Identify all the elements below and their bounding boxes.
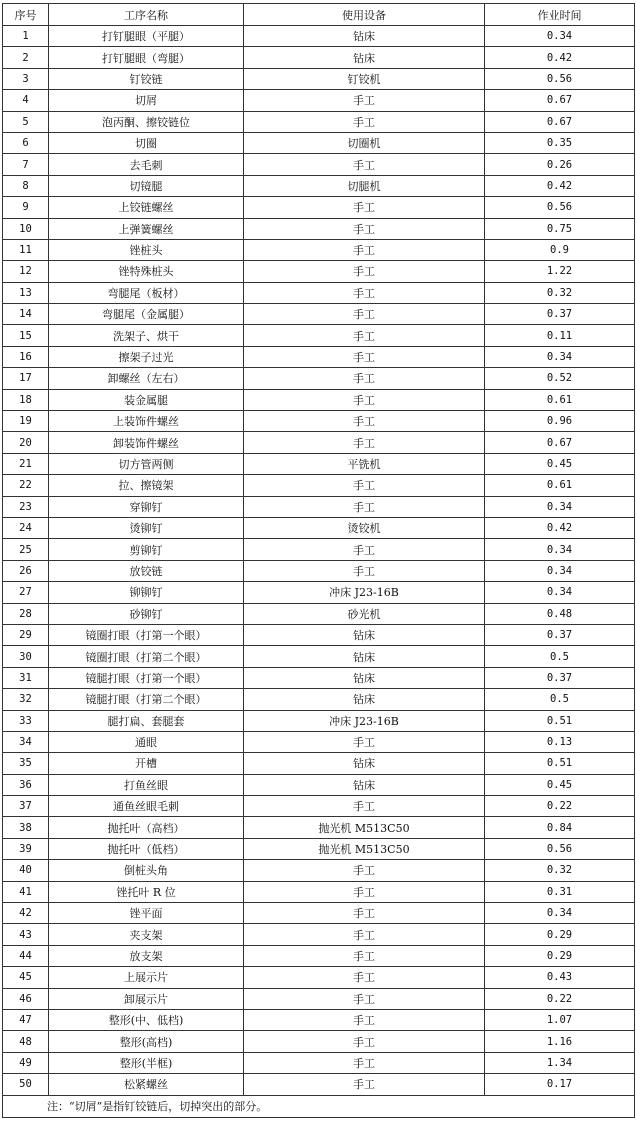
table-row — [3, 389, 635, 410]
cell-no: 15 — [3, 325, 49, 346]
table-row — [3, 945, 635, 966]
cell-equipment: 手工 — [244, 304, 485, 325]
cell-no: 5 — [3, 111, 49, 132]
cell-equipment: 切腿机 — [244, 175, 485, 196]
table-row — [3, 881, 635, 902]
cell-process-name: 打鱼丝眼 — [49, 774, 244, 795]
cell-no: 13 — [3, 282, 49, 303]
cell-equipment: 手工 — [244, 967, 485, 988]
table-row — [3, 731, 635, 752]
cell-equipment: 手工 — [244, 218, 485, 239]
cell-work-time: 0.34 — [485, 560, 635, 581]
cell-process-name: 弯腿尾（金属腿） — [49, 304, 244, 325]
table-row — [3, 624, 635, 645]
cell-no: 50 — [3, 1074, 49, 1095]
cell-equipment: 钻床 — [244, 646, 485, 667]
cell-process-name: 卸装饰件螺丝 — [49, 432, 244, 453]
cell-work-time: 0.34 — [485, 539, 635, 560]
cell-no: 21 — [3, 453, 49, 474]
cell-equipment: 钉铰机 — [244, 68, 485, 89]
cell-no: 43 — [3, 924, 49, 945]
cell-process-name: 松紧螺丝 — [49, 1074, 244, 1095]
table-row — [3, 111, 635, 132]
cell-no: 27 — [3, 582, 49, 603]
cell-work-time: 0.5 — [485, 646, 635, 667]
table-row — [3, 860, 635, 881]
table-row — [3, 26, 635, 47]
cell-equipment: 手工 — [244, 1074, 485, 1095]
cell-no: 9 — [3, 197, 49, 218]
cell-work-time: 0.31 — [485, 881, 635, 902]
cell-process-name: 镜圈打眼（打第二个眼） — [49, 646, 244, 667]
cell-equipment: 切圈机 — [244, 132, 485, 153]
cell-process-name: 夹支架 — [49, 924, 244, 945]
cell-no: 6 — [3, 132, 49, 153]
table-row — [3, 432, 635, 453]
cell-work-time: 0.34 — [485, 496, 635, 517]
cell-process-name: 泡丙酮、擦铰链位 — [49, 111, 244, 132]
cell-no: 47 — [3, 1009, 49, 1030]
cell-equipment: 手工 — [244, 368, 485, 389]
cell-no: 17 — [3, 368, 49, 389]
cell-work-time: 0.34 — [485, 346, 635, 367]
cell-process-name: 切镜腿 — [49, 175, 244, 196]
cell-process-name: 切圈 — [49, 132, 244, 153]
cell-no: 18 — [3, 389, 49, 410]
cell-equipment: 手工 — [244, 261, 485, 282]
cell-process-name: 上弹簧螺丝 — [49, 218, 244, 239]
cell-no: 32 — [3, 689, 49, 710]
cell-equipment: 手工 — [244, 860, 485, 881]
cell-work-time: 1.16 — [485, 1031, 635, 1052]
table-row — [3, 539, 635, 560]
note-row — [3, 1095, 635, 1117]
cell-process-name: 切方管两侧 — [49, 453, 244, 474]
table-row — [3, 517, 635, 538]
cell-equipment: 手工 — [244, 325, 485, 346]
cell-no: 3 — [3, 68, 49, 89]
cell-process-name: 铆铆钉 — [49, 582, 244, 603]
table-row — [3, 753, 635, 774]
table-row — [3, 774, 635, 795]
table-row — [3, 475, 635, 496]
cell-work-time: 0.52 — [485, 368, 635, 389]
cell-process-name: 锉托叶 R 位 — [49, 881, 244, 902]
cell-no: 49 — [3, 1052, 49, 1073]
cell-no: 31 — [3, 667, 49, 688]
cell-process-name: 上铰链螺丝 — [49, 197, 244, 218]
table-row — [3, 132, 635, 153]
cell-process-name: 抛托叶（高档） — [49, 817, 244, 838]
table-row — [3, 325, 635, 346]
cell-process-name: 卸展示片 — [49, 988, 244, 1009]
header-no: 序号 — [3, 4, 49, 26]
cell-no: 10 — [3, 218, 49, 239]
cell-equipment: 钻床 — [244, 753, 485, 774]
cell-no: 4 — [3, 90, 49, 111]
table-row — [3, 988, 635, 1009]
cell-equipment: 手工 — [244, 945, 485, 966]
cell-process-name: 镜腿打眼（打第一个眼） — [49, 667, 244, 688]
footnote: 注：“切屑”是指钉铰链后，切掉突出的部分。 — [3, 1095, 635, 1117]
cell-no: 40 — [3, 860, 49, 881]
cell-no: 35 — [3, 753, 49, 774]
cell-no: 30 — [3, 646, 49, 667]
cell-process-name: 整形(半框) — [49, 1052, 244, 1073]
table-row — [3, 603, 635, 624]
cell-equipment: 手工 — [244, 988, 485, 1009]
cell-process-name: 砂铆钉 — [49, 603, 244, 624]
cell-work-time: 0.42 — [485, 175, 635, 196]
cell-equipment: 钻床 — [244, 689, 485, 710]
cell-process-name: 去毛刺 — [49, 154, 244, 175]
cell-no: 44 — [3, 945, 49, 966]
cell-process-name: 打钉腿眼（弯腿） — [49, 47, 244, 68]
cell-no: 33 — [3, 710, 49, 731]
cell-work-time: 0.42 — [485, 517, 635, 538]
cell-process-name: 通眼 — [49, 731, 244, 752]
table-row — [3, 47, 635, 68]
cell-work-time: 0.61 — [485, 475, 635, 496]
table-row — [3, 175, 635, 196]
cell-equipment: 手工 — [244, 924, 485, 945]
cell-process-name: 开槽 — [49, 753, 244, 774]
cell-equipment: 手工 — [244, 239, 485, 260]
cell-work-time: 0.13 — [485, 731, 635, 752]
table-row — [3, 239, 635, 260]
cell-process-name: 洗架子、烘干 — [49, 325, 244, 346]
cell-equipment: 手工 — [244, 1052, 485, 1073]
cell-no: 42 — [3, 903, 49, 924]
cell-equipment: 手工 — [244, 475, 485, 496]
cell-no: 37 — [3, 796, 49, 817]
cell-no: 38 — [3, 817, 49, 838]
cell-equipment: 烫铰机 — [244, 517, 485, 538]
cell-process-name: 整形(中、低档) — [49, 1009, 244, 1030]
cell-equipment: 手工 — [244, 796, 485, 817]
cell-equipment: 手工 — [244, 111, 485, 132]
cell-process-name: 通鱼丝眼毛刺 — [49, 796, 244, 817]
table-row — [3, 582, 635, 603]
cell-work-time: 0.45 — [485, 453, 635, 474]
header-equipment: 使用设备 — [244, 4, 485, 26]
header-process-name: 工序名称 — [49, 4, 244, 26]
cell-no: 28 — [3, 603, 49, 624]
cell-work-time: 0.5 — [485, 689, 635, 710]
cell-work-time: 0.67 — [485, 111, 635, 132]
cell-work-time: 0.17 — [485, 1074, 635, 1095]
cell-equipment: 抛光机 M513C50 — [244, 838, 485, 859]
table-row — [3, 838, 635, 859]
cell-process-name: 镜腿打眼（打第二个眼） — [49, 689, 244, 710]
cell-work-time: 0.37 — [485, 624, 635, 645]
table-row — [3, 646, 635, 667]
cell-work-time: 0.22 — [485, 796, 635, 817]
cell-work-time: 0.11 — [485, 325, 635, 346]
cell-no: 45 — [3, 967, 49, 988]
cell-equipment: 手工 — [244, 90, 485, 111]
cell-process-name: 锉平面 — [49, 903, 244, 924]
cell-work-time: 1.34 — [485, 1052, 635, 1073]
cell-work-time: 1.22 — [485, 261, 635, 282]
cell-no: 25 — [3, 539, 49, 560]
cell-work-time: 0.34 — [485, 26, 635, 47]
cell-no: 11 — [3, 239, 49, 260]
cell-equipment: 手工 — [244, 496, 485, 517]
table-row — [3, 560, 635, 581]
cell-equipment: 手工 — [244, 389, 485, 410]
cell-process-name: 放铰链 — [49, 560, 244, 581]
table-row — [3, 1031, 635, 1052]
cell-equipment: 手工 — [244, 881, 485, 902]
cell-equipment: 手工 — [244, 432, 485, 453]
table-row — [3, 453, 635, 474]
cell-no: 16 — [3, 346, 49, 367]
table-row — [3, 282, 635, 303]
cell-process-name: 拉、擦镜架 — [49, 475, 244, 496]
table-row — [3, 1052, 635, 1073]
table-row — [3, 689, 635, 710]
cell-work-time: 0.29 — [485, 945, 635, 966]
cell-work-time: 0.56 — [485, 838, 635, 859]
cell-no: 41 — [3, 881, 49, 902]
table-row — [3, 197, 635, 218]
cell-work-time: 0.51 — [485, 710, 635, 731]
cell-process-name: 穿铆钉 — [49, 496, 244, 517]
cell-no: 12 — [3, 261, 49, 282]
process-table — [2, 3, 635, 1118]
table-row — [3, 903, 635, 924]
cell-equipment: 手工 — [244, 731, 485, 752]
cell-equipment: 冲床 J23-16B — [244, 710, 485, 731]
table-row — [3, 924, 635, 945]
cell-work-time: 0.45 — [485, 774, 635, 795]
cell-process-name: 上展示片 — [49, 967, 244, 988]
table-row — [3, 304, 635, 325]
table-row — [3, 68, 635, 89]
cell-no: 23 — [3, 496, 49, 517]
cell-no: 7 — [3, 154, 49, 175]
cell-process-name: 卸螺丝（左右） — [49, 368, 244, 389]
cell-equipment: 钻床 — [244, 26, 485, 47]
table-row — [3, 218, 635, 239]
table-row — [3, 411, 635, 432]
cell-equipment: 手工 — [244, 1009, 485, 1030]
cell-work-time: 0.34 — [485, 903, 635, 924]
cell-work-time: 0.56 — [485, 68, 635, 89]
cell-process-name: 擦架子过光 — [49, 346, 244, 367]
table-row — [3, 710, 635, 731]
cell-work-time: 0.61 — [485, 389, 635, 410]
cell-no: 1 — [3, 26, 49, 47]
cell-work-time: 0.35 — [485, 132, 635, 153]
cell-no: 46 — [3, 988, 49, 1009]
cell-work-time: 0.84 — [485, 817, 635, 838]
table-row — [3, 261, 635, 282]
cell-equipment: 手工 — [244, 197, 485, 218]
cell-work-time: 0.9 — [485, 239, 635, 260]
cell-work-time: 0.67 — [485, 432, 635, 453]
cell-process-name: 上装饰件螺丝 — [49, 411, 244, 432]
cell-equipment: 钻床 — [244, 624, 485, 645]
cell-equipment: 砂光机 — [244, 603, 485, 624]
table-row — [3, 154, 635, 175]
header-work-time: 作业时间 — [485, 4, 635, 26]
cell-work-time: 1.07 — [485, 1009, 635, 1030]
cell-work-time: 0.37 — [485, 304, 635, 325]
cell-work-time: 0.42 — [485, 47, 635, 68]
cell-work-time: 0.48 — [485, 603, 635, 624]
cell-work-time: 0.32 — [485, 860, 635, 881]
table-row — [3, 667, 635, 688]
cell-work-time: 0.43 — [485, 967, 635, 988]
cell-process-name: 抛托叶（低档） — [49, 838, 244, 859]
cell-process-name: 打钉腿眼（平腿） — [49, 26, 244, 47]
cell-work-time: 0.75 — [485, 218, 635, 239]
cell-no: 19 — [3, 411, 49, 432]
cell-equipment: 手工 — [244, 560, 485, 581]
cell-no: 20 — [3, 432, 49, 453]
cell-work-time: 0.26 — [485, 154, 635, 175]
cell-equipment: 钻床 — [244, 774, 485, 795]
cell-process-name: 锉特殊桩头 — [49, 261, 244, 282]
cell-no: 26 — [3, 560, 49, 581]
table-row — [3, 817, 635, 838]
cell-equipment: 冲床 J23-16B — [244, 582, 485, 603]
cell-work-time: 0.34 — [485, 582, 635, 603]
cell-equipment: 平铣机 — [244, 453, 485, 474]
cell-no: 8 — [3, 175, 49, 196]
cell-process-name: 镜圈打眼（打第一个眼） — [49, 624, 244, 645]
cell-equipment: 手工 — [244, 1031, 485, 1052]
cell-no: 36 — [3, 774, 49, 795]
cell-work-time: 0.22 — [485, 988, 635, 1009]
table-row — [3, 1009, 635, 1030]
cell-no: 14 — [3, 304, 49, 325]
cell-no: 2 — [3, 47, 49, 68]
cell-process-name: 剪铆钉 — [49, 539, 244, 560]
cell-equipment: 手工 — [244, 346, 485, 367]
cell-process-name: 倒桩头角 — [49, 860, 244, 881]
cell-process-name: 整形(高档) — [49, 1031, 244, 1052]
cell-equipment: 钻床 — [244, 47, 485, 68]
cell-work-time: 0.51 — [485, 753, 635, 774]
cell-process-name: 锉桩头 — [49, 239, 244, 260]
cell-process-name: 弯腿尾（板材） — [49, 282, 244, 303]
cell-process-name: 装金属腿 — [49, 389, 244, 410]
cell-process-name: 切屑 — [49, 90, 244, 111]
table-row — [3, 496, 635, 517]
cell-work-time: 0.37 — [485, 667, 635, 688]
table-row — [3, 796, 635, 817]
cell-equipment: 手工 — [244, 411, 485, 432]
cell-equipment: 手工 — [244, 903, 485, 924]
cell-equipment: 手工 — [244, 539, 485, 560]
cell-no: 34 — [3, 731, 49, 752]
cell-work-time: 0.32 — [485, 282, 635, 303]
cell-equipment: 抛光机 M513C50 — [244, 817, 485, 838]
cell-no: 24 — [3, 517, 49, 538]
cell-no: 39 — [3, 838, 49, 859]
cell-process-name: 钉铰链 — [49, 68, 244, 89]
cell-no: 22 — [3, 475, 49, 496]
cell-work-time: 0.56 — [485, 197, 635, 218]
table-body — [3, 26, 635, 1096]
cell-no: 48 — [3, 1031, 49, 1052]
cell-process-name: 腿打扁、套腿套 — [49, 710, 244, 731]
cell-work-time: 0.96 — [485, 411, 635, 432]
table-row — [3, 1074, 635, 1095]
cell-work-time: 0.29 — [485, 924, 635, 945]
cell-equipment: 手工 — [244, 154, 485, 175]
cell-equipment: 手工 — [244, 282, 485, 303]
table-row — [3, 368, 635, 389]
cell-equipment: 钻床 — [244, 667, 485, 688]
table-row — [3, 967, 635, 988]
cell-process-name: 烫铆钉 — [49, 517, 244, 538]
cell-work-time: 0.67 — [485, 90, 635, 111]
cell-process-name: 放支架 — [49, 945, 244, 966]
table-row — [3, 346, 635, 367]
cell-no: 29 — [3, 624, 49, 645]
header-row — [3, 4, 635, 26]
table-row — [3, 90, 635, 111]
